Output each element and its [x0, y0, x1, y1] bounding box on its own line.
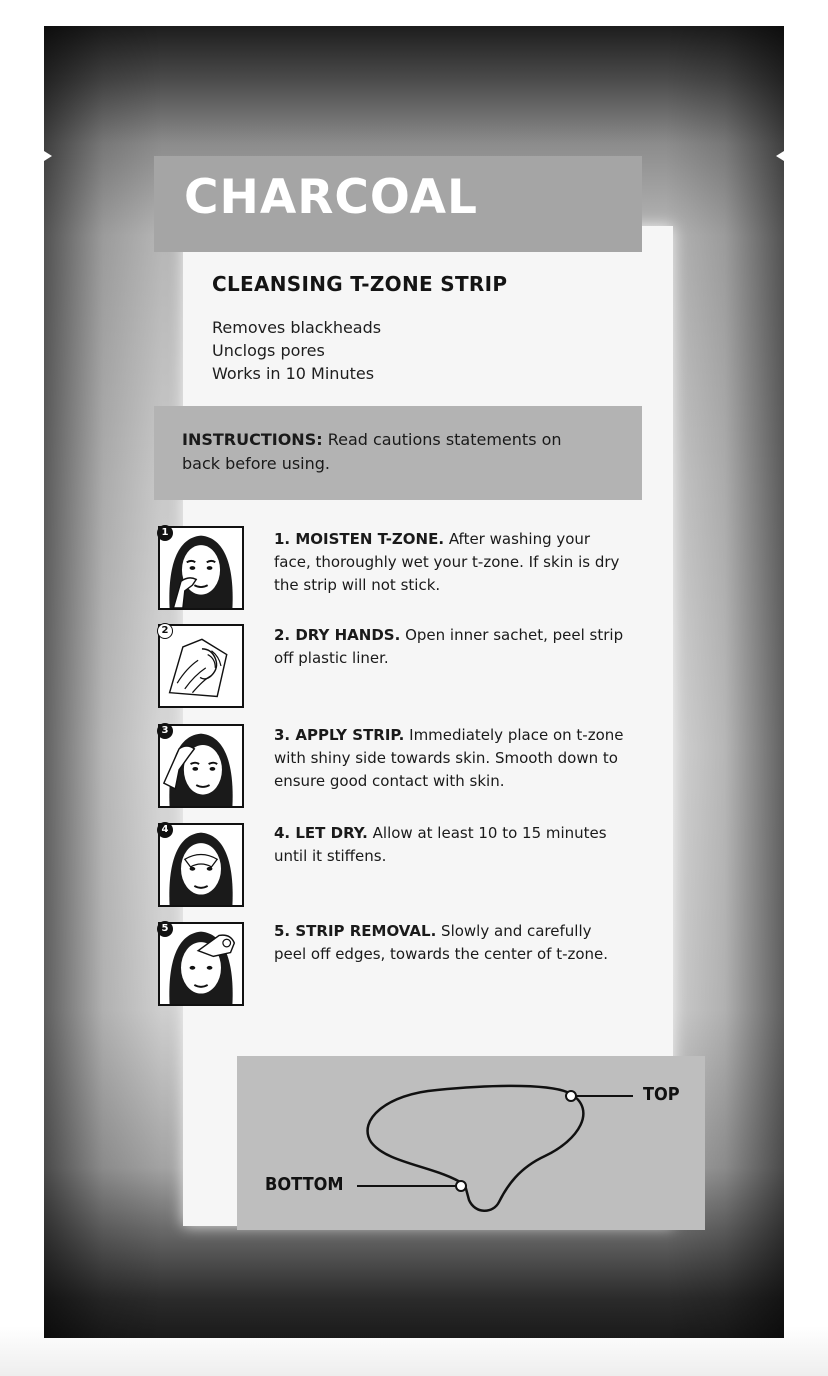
- step-5-body: Slowly and carefully peel off edges, towards the center of t-zone.: [274, 922, 609, 963]
- step-number-badge: 2: [157, 623, 173, 639]
- top-label: TOP: [643, 1084, 680, 1105]
- step-4-body: Allow at least 10 to 15 minutes until it stiffens.: [274, 824, 607, 865]
- step-2-illustration: [158, 624, 244, 708]
- hands-towel-icon: [160, 626, 242, 706]
- face-strip-removal-icon: [160, 924, 242, 1004]
- bottom-label: BOTTOM: [265, 1174, 344, 1195]
- step-3-illustration: [158, 724, 244, 808]
- instructions-text: [182, 428, 602, 476]
- feature-list: [212, 316, 381, 385]
- feature-item: Works in 10 Minutes: [212, 364, 375, 383]
- step-4-title: 4. LET DRY.: [274, 824, 368, 842]
- step-1-illustration: [158, 526, 244, 610]
- step-number-badge: 5: [157, 921, 173, 937]
- step-5-illustration: [158, 922, 244, 1006]
- step-2-text: [274, 624, 624, 670]
- step-1-body: After washing your face, thoroughly wet your t-zone. If skin is dry the strip will not stick.: [274, 530, 620, 594]
- instructions-label: INSTRUCTIONS:: [182, 430, 323, 449]
- step-1-title: 1. MOISTEN T-ZONE.: [274, 530, 445, 548]
- step-number-badge: 3: [157, 723, 173, 739]
- step-number-badge: 4: [157, 822, 173, 838]
- step-2-body: Open inner sachet, peel strip off plastic liner.: [274, 626, 624, 667]
- step-4-text: [274, 822, 624, 868]
- feature-item: Removes blackheads: [212, 318, 382, 337]
- step-4-illustration: [158, 823, 244, 907]
- face-moisten-icon: [160, 528, 242, 608]
- step-5-title: 5. STRIP REMOVAL.: [274, 922, 437, 940]
- step-3-body: Immediately place on t-zone with shiny side towards skin. Smooth down to ensure good contact with skin.: [274, 726, 624, 790]
- brand-banner: [154, 156, 642, 252]
- instructions-banner: [154, 406, 642, 500]
- step-2-title: 2. DRY HANDS.: [274, 626, 401, 644]
- instructions-body: Read cautions statements on back before using.: [182, 430, 562, 473]
- step-1-text: [274, 528, 624, 597]
- strip-orientation-diagram: [237, 1056, 705, 1230]
- sachet-packet: [44, 26, 784, 1338]
- face-apply-strip-icon: [160, 726, 242, 806]
- brand-title: CHARCOAL: [184, 170, 478, 225]
- strip-outline-icon: [237, 1056, 705, 1230]
- step-5-text: [274, 920, 624, 966]
- step-3-title: 3. APPLY STRIP.: [274, 726, 405, 744]
- step-3-text: [274, 724, 624, 793]
- step-number-badge: 1: [157, 525, 173, 541]
- face-let-dry-icon: [160, 825, 242, 905]
- feature-item: Unclogs pores: [212, 341, 325, 360]
- product-subtitle: CLEANSING T-ZONE STRIP: [212, 272, 508, 296]
